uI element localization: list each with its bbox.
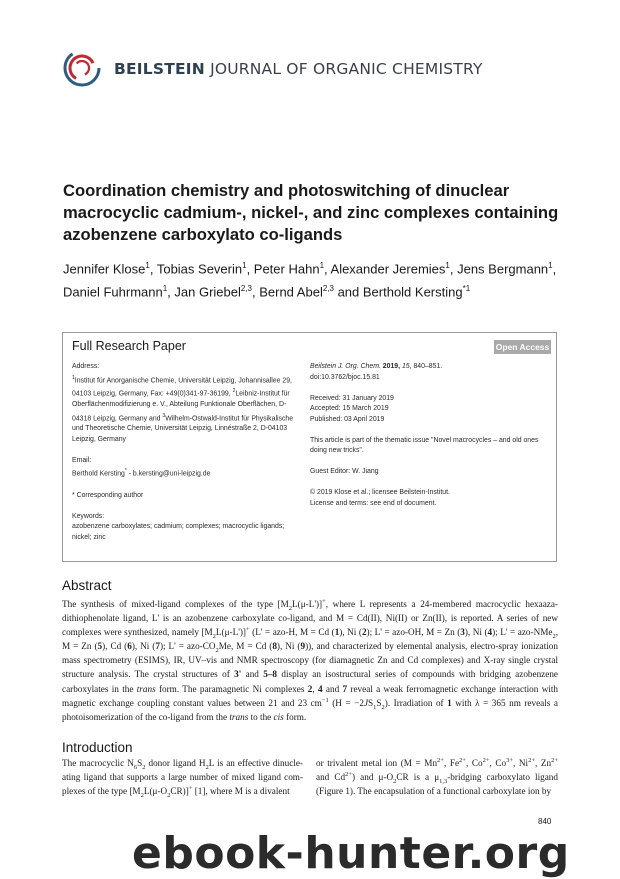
journal-name [114, 60, 483, 78]
abstract-heading: Abstract [62, 578, 112, 593]
thematic-issue-note: This article is part of the thematic issue "Novel macrocycles – and old ones doing new tricks". [310, 436, 539, 454]
page-number: 840 [538, 817, 552, 826]
introduction-left-column: The macrocyclic $N_6S_2$ donor ligand $H_2L$ is an effective dinucle-ating ligand that supports a large number of mixed ligand com-plexes of the type $[M_2L(\mu-O_2CR)]^+$ [1], where M is a divalent [62, 758, 303, 799]
journal-name-bold: BEILSTEIN [114, 60, 205, 78]
introduction-right-column: or trivalent metal ion ($M = Mn^{2+}$, $Fe^{2+}$, $Co^{2+}$, $Co^{3+}$, $Ni^{2+}$, $Zn^{2+}$ and $Cd^{2+}$) and $\mu-O_2CR$ is a $\mu_{1,3}$-bridging carboxylato ligand (Figure 1). The encapsulation of a functional carboxylate ion by [316, 756, 558, 796]
keywords-label: Keywords: [72, 512, 105, 520]
abstract-body: The synthesis of mixed-ligand complexes of the type $[M_2L(\mu-L')]^+$, where L represents a 24-membered macrocyclic hexaaza-dithiophenolate ligand, L' is an azobenzene carboxylate co-ligand, and M = Cd(II), Ni(II) or Zn(II), is reported. A series of new complexes were synthesized, namely $[M_2L(\mu-L')]^+$ (L' = azo-H, M = Cd (1), Ni (2); L' = azo-OH, M = Zn (3), Ni (4); L' = azo-NMe$_2$, M = Zn (5), Cd (6), Ni (7); L' = azo-$CO_2Me$, M = Cd (8), Ni (9)), and characterized by elemental analysis, electro-spray ionization mass spectrometry (ESIMS), IR, UV–vis and NMR spectroscopy (for diamagnetic Zn and Cd complexes) and X-ray single crystal structure analysis. The crystal structures of 3' and 5–8 display an isostructural series of compounds with bridging azobenzene carboxylates in the trans form. The paramagnetic Ni complexes 2, 4 and 7 reveal a weak ferromagnetic exchange interaction with magnetic exchange coupling constant values between 21 and 23 $cm^{-1}$ $(H = -2JS_1S_2)$. Irradiation of 1 with λ = 365 nm reveals a photoisomerization of the co-ligand from the trans to the cis form. [62, 597, 559, 722]
published-date: Published: 03 April 2019 [310, 415, 385, 423]
info-right-column [310, 362, 550, 509]
watermark-text: ebook-hunter.org [132, 828, 570, 879]
info-left-column [72, 362, 302, 543]
article-type: Full Research Paper [72, 339, 186, 353]
copyright-line: © 2019 Klose et al.; licensee Beilstein-Institut. [310, 489, 450, 496]
beilstein-logo-icon [62, 48, 102, 88]
journal-name-rest: JOURNAL OF ORGANIC CHEMISTRY [210, 60, 483, 78]
author-list: Jennifer Klose$^1$, Tobias Severin$^1$, Peter Hahn$^1$, Alexander Jeremies$^1$, Jens Bergmann$^1$, Daniel Fuhrmann$^1$, Jan Griebel$^{2,3}$, Bernd Abel$^{2,3}$ and Berthold Kersting$^{*1}$ [63, 261, 557, 300]
introduction-heading: Introduction [62, 740, 133, 755]
license-line: License and terms: see end of document. [310, 499, 437, 507]
address-text: $^1$Institut für Anorganische Chemie, Universität Leipzig, Johannisallee 29, 04103 Leipzig, Germany, Fax: +49(0)341-97-36199, $^2$Leibniz-Institut für Oberflächenmodifizierung e. V., Abteilung Funktionale Oberflächen, D-04318 Leipzig, Germany and $^3$Wilhelm-Ostwald-Institut für Physikalische und Theoretische Chemie, Universität Leipzig, Linnéstraße 2, D-04103 Leipzig, Germany [72, 374, 294, 443]
open-access-badge: Open Access [495, 342, 550, 352]
article-title: Coordination chemistry and photoswitching of dinuclear macrocyclic cadmium-, nickel-, and zinc complexes containing azobenzene carboxylato co-ligands [63, 181, 559, 244]
received-date: Received: 31 January 2019 [310, 394, 394, 402]
address-label: Address: [72, 363, 100, 370]
guest-editor: Guest Editor: W. Jiang [310, 468, 379, 475]
accepted-date: Accepted: 15 March 2019 [310, 405, 389, 412]
doi-link[interactable]: doi:10.3762/bjoc.15.81 [310, 373, 380, 381]
email-label: Email: [72, 456, 92, 464]
email-text[interactable]: Berthold Kersting* - b.kersting@uni-leipzig.de [72, 468, 211, 478]
citation: Beilstein J. Org. Chem. 2019, 15, 840–851. [310, 363, 443, 370]
corresponding-author-note: * Corresponding author [72, 491, 144, 499]
keywords-text: azobenzene carboxylates; cadmium; complexes; macrocyclic ligands; nickel; zinc [72, 523, 285, 541]
